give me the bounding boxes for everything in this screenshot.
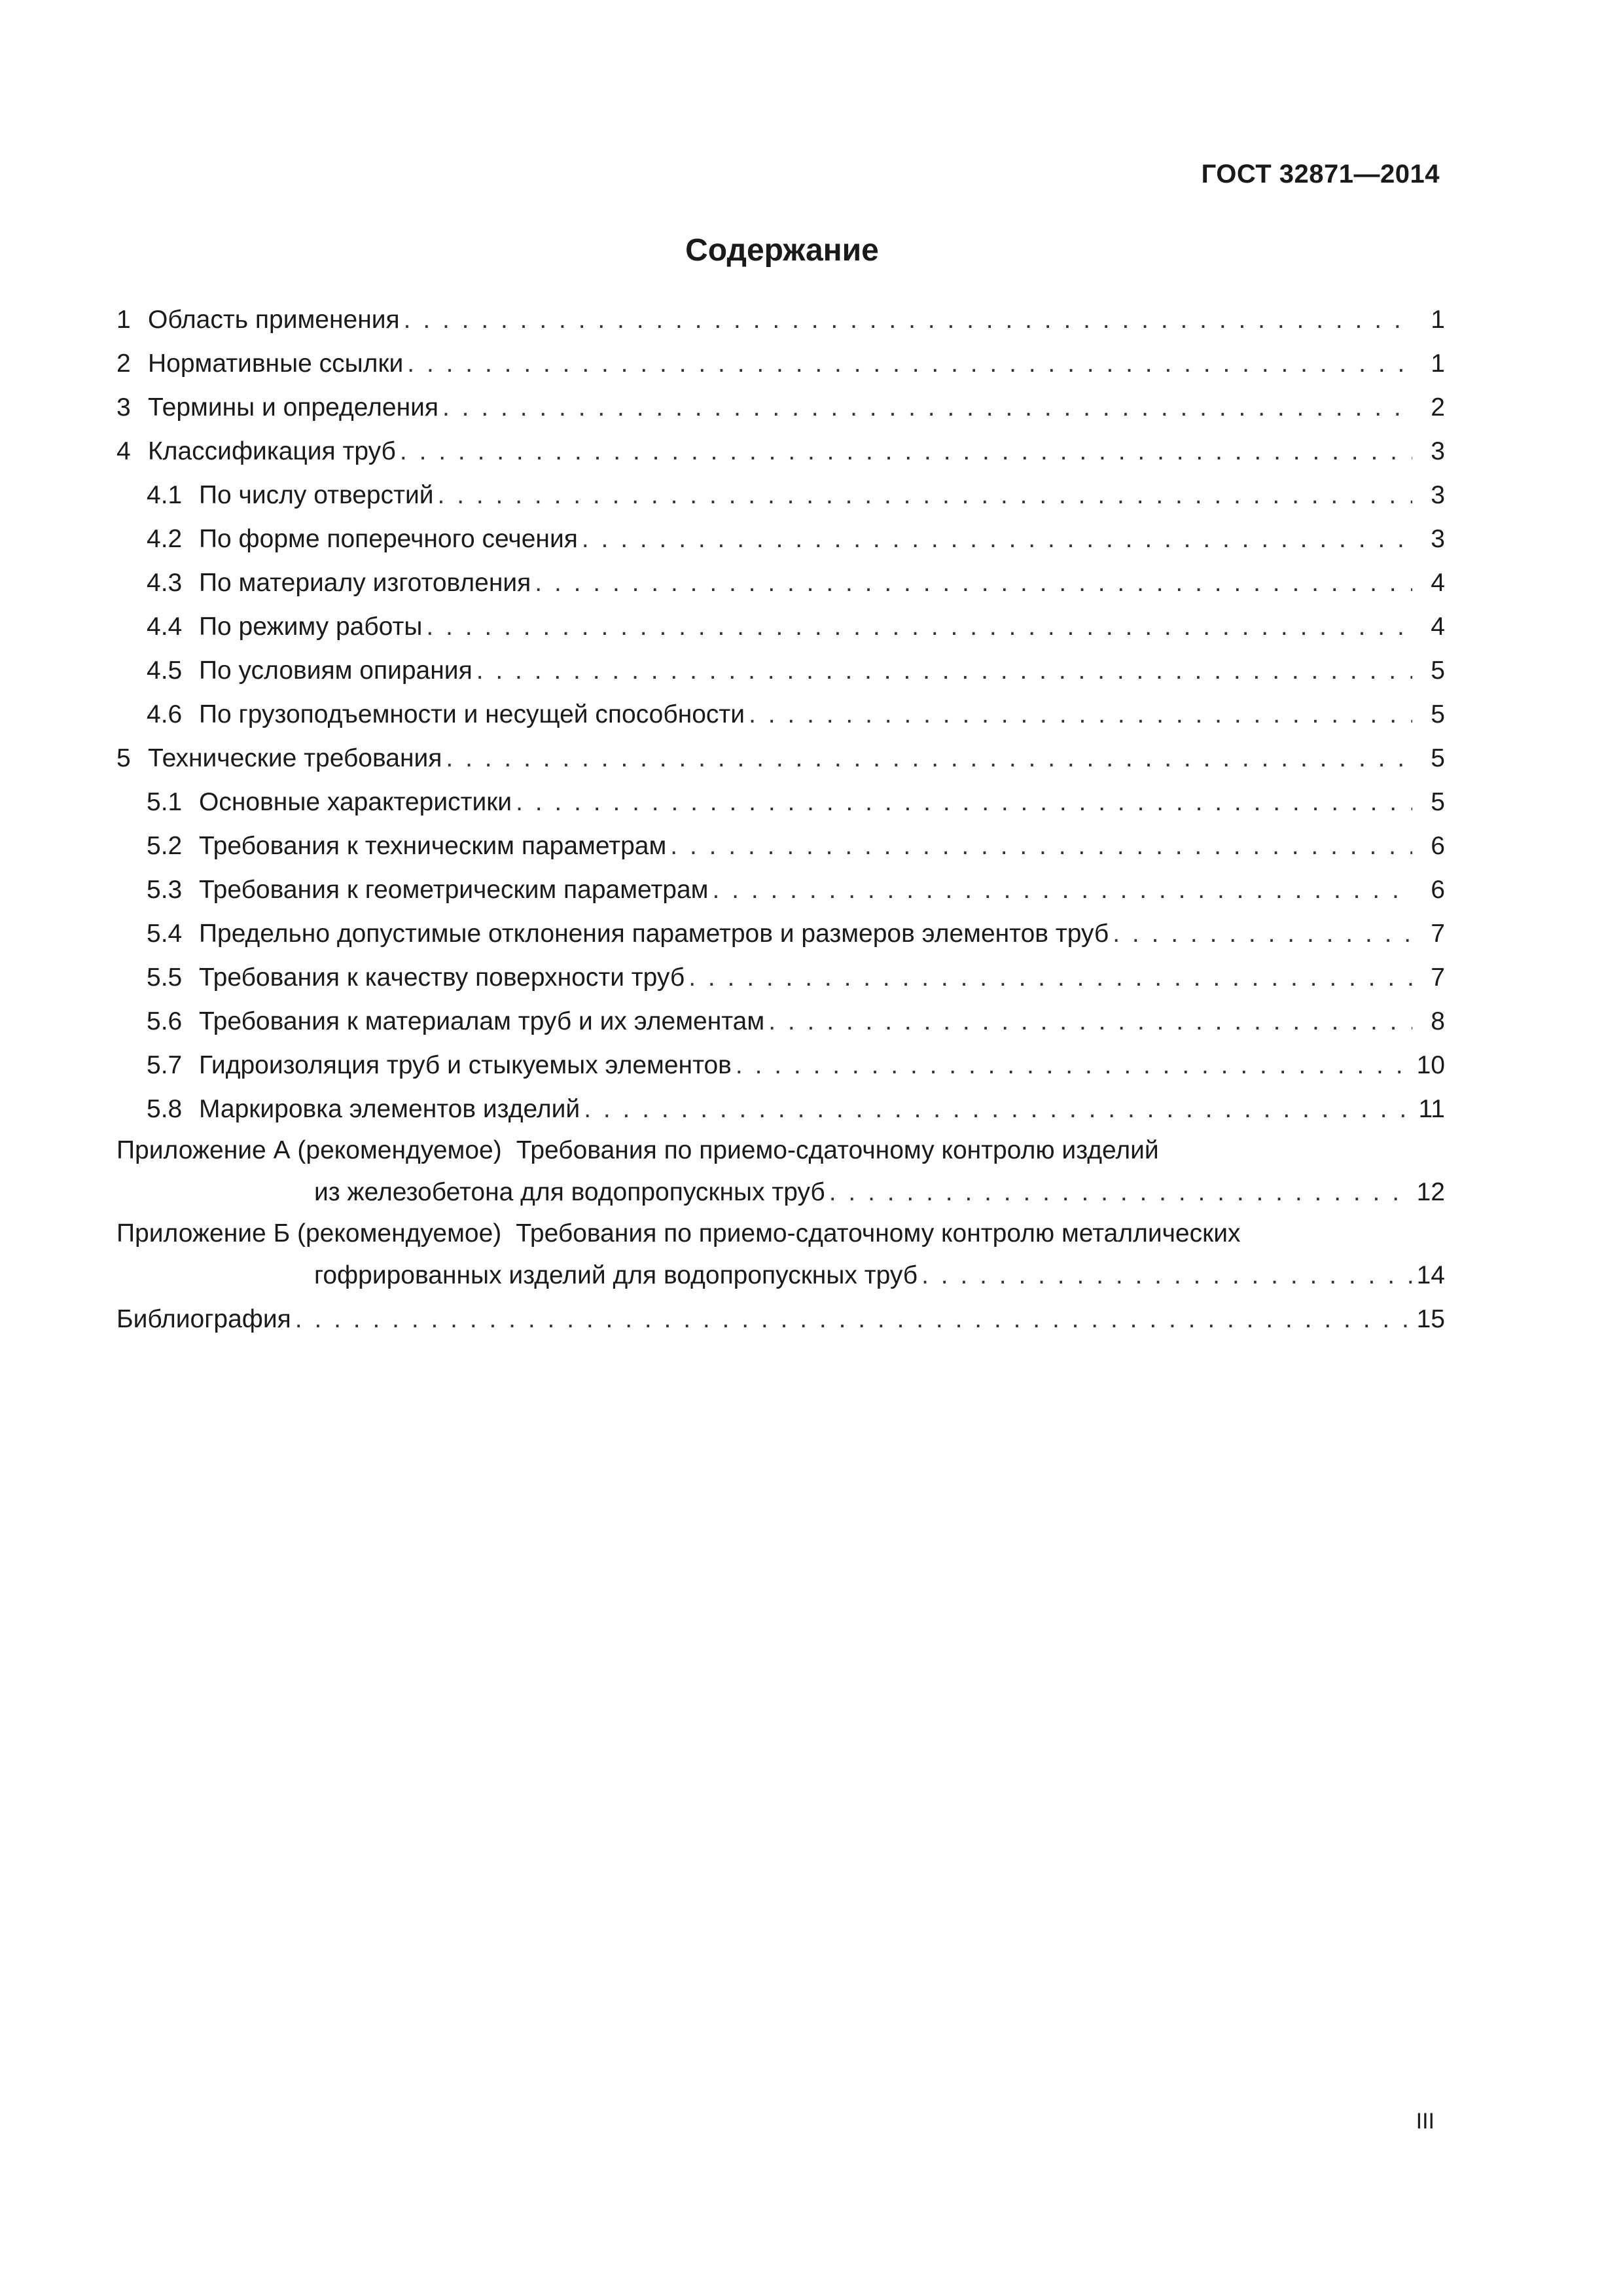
toc-entry-page: 5	[1431, 744, 1445, 772]
toc-entry-label: Термины и определения	[148, 393, 439, 422]
toc-entry-page: 1	[1431, 306, 1445, 334]
appendix-first-line	[116, 1214, 1445, 1253]
toc-entry-label: По материалу изготовления	[199, 569, 531, 597]
toc-entry-label: По форме поперечного сечения	[199, 525, 578, 553]
toc-entry-number: 5.3	[147, 876, 183, 904]
appendix-title-line1: Требования по приемо-сдаточному контролю металлических	[516, 1219, 1241, 1247]
toc-subentry[interactable]	[116, 561, 1445, 605]
appendix-second-line	[116, 1170, 1445, 1214]
toc-entry-label: Требования к техническим параметрам	[199, 832, 667, 860]
toc-entry-label: Область применения	[148, 306, 400, 334]
toc-entry-page: 8	[1431, 1007, 1445, 1035]
toc-entry-page: 11	[1418, 1095, 1445, 1123]
toc-entry-label: Требования к качеству поверхности труб	[199, 963, 685, 992]
toc-entry-page: 14	[1416, 1261, 1445, 1289]
dot-leader	[535, 561, 1412, 605]
toc-entry-number: 1	[116, 306, 131, 334]
dot-leader	[426, 605, 1412, 649]
table-of-contents	[116, 298, 1445, 1341]
toc-entry-label: Гидроизоляция труб и стыкуемых элементов	[199, 1051, 732, 1079]
toc-entry-number: 5.1	[147, 788, 183, 816]
toc-entry-label: Технические требования	[148, 744, 442, 772]
toc-entry-number: 4.3	[147, 569, 183, 597]
toc-entry-number: 4	[116, 437, 131, 465]
toc-bibliography-entry[interactable]	[116, 1297, 1445, 1341]
dot-leader	[446, 736, 1412, 780]
toc-subentry[interactable]	[116, 780, 1445, 824]
toc-entry-label: Требования к геометрическим параметрам	[199, 876, 709, 904]
toc-entry-page: 4	[1431, 613, 1445, 641]
toc-entry-page: 5	[1431, 788, 1445, 816]
toc-entry-label: Классификация труб	[148, 437, 396, 465]
toc-entry-page: 7	[1431, 920, 1445, 948]
toc-subentry[interactable]	[116, 473, 1445, 517]
toc-entry-number: 4.1	[147, 481, 183, 509]
toc-entry-label: Маркировка элементов изделий	[199, 1095, 580, 1123]
appendix-prefix: Приложение А (рекомендуемое)	[116, 1136, 502, 1164]
toc-entry-number: 4.2	[147, 525, 183, 553]
toc-subentry[interactable]	[116, 692, 1445, 736]
dot-leader	[442, 386, 1412, 429]
toc-subentry[interactable]	[116, 868, 1445, 912]
toc-entry-page: 12	[1416, 1178, 1445, 1206]
dot-leader	[736, 1043, 1412, 1087]
dot-leader	[829, 1170, 1412, 1214]
toc-entry-number: 2	[116, 350, 131, 378]
toc-entry-number: 4.6	[147, 700, 183, 728]
toc-entry-label: Основные характеристики	[199, 788, 512, 816]
toc-entry-page: 5	[1431, 656, 1445, 685]
toc-subentry[interactable]	[116, 999, 1445, 1043]
toc-entry-number: 3	[116, 393, 131, 422]
toc-subentry[interactable]	[116, 517, 1445, 561]
toc-entry-number: 5.4	[147, 920, 183, 948]
toc-entry-label: Библиография	[116, 1305, 291, 1333]
toc-subentry[interactable]	[116, 649, 1445, 692]
toc-subentry[interactable]	[116, 912, 1445, 956]
dot-leader	[584, 1087, 1412, 1131]
toc-entry-label: Предельно допустимые отклонения параметров и размеров элементов труб	[199, 920, 1109, 948]
appendix-first-line	[116, 1131, 1445, 1170]
document-code: ГОСТ 32871—2014	[1201, 160, 1440, 188]
toc-entry-label: Требования к материалам труб и их элементам	[199, 1007, 765, 1035]
dot-leader	[670, 824, 1412, 868]
toc-entry-page: 2	[1431, 393, 1445, 422]
toc-entry-page: 3	[1431, 481, 1445, 509]
dot-leader	[407, 342, 1412, 386]
dot-leader	[400, 429, 1412, 473]
toc-title: Содержание	[685, 233, 879, 268]
appendix-second-line	[116, 1253, 1445, 1297]
toc-entry-page: 3	[1431, 437, 1445, 465]
appendix-title-line1: Требования по приемо-сдаточному контролю изделий	[516, 1136, 1159, 1164]
dot-leader	[582, 517, 1412, 561]
toc-entry[interactable]	[116, 736, 1445, 780]
toc-entry-page: 15	[1416, 1305, 1445, 1333]
toc-subentry[interactable]	[116, 956, 1445, 999]
toc-entry-number: 5.7	[147, 1051, 183, 1079]
toc-entry-label: По числу отверстий	[199, 481, 434, 509]
toc-entry[interactable]	[116, 386, 1445, 429]
toc-entry-page: 6	[1431, 876, 1445, 904]
dot-leader	[921, 1253, 1412, 1297]
toc-entry-page: 7	[1431, 963, 1445, 992]
dot-leader	[404, 298, 1412, 342]
dot-leader	[516, 780, 1412, 824]
toc-entry-number: 4.4	[147, 613, 183, 641]
toc-entry-number: 5.6	[147, 1007, 183, 1035]
toc-subentry[interactable]	[116, 1087, 1445, 1131]
toc-entry-number: 5.2	[147, 832, 183, 860]
appendix-title-line2: гофрированных изделий для водопропускных труб	[314, 1261, 918, 1289]
toc-entry-number: 5.5	[147, 963, 183, 992]
toc-appendix-entry[interactable]	[116, 1131, 1445, 1214]
dot-leader	[749, 692, 1412, 736]
toc-entry-number: 5.8	[147, 1095, 183, 1123]
dot-leader	[713, 868, 1413, 912]
toc-entry-label: По режиму работы	[199, 613, 423, 641]
toc-entry-page: 5	[1431, 700, 1445, 728]
toc-entry-number: 5	[116, 744, 131, 772]
toc-entry-page: 10	[1416, 1051, 1445, 1079]
toc-entry-page: 4	[1431, 569, 1445, 597]
toc-entry-page: 3	[1431, 525, 1445, 553]
dot-leader	[1113, 912, 1412, 956]
toc-appendix-entry[interactable]	[116, 1214, 1445, 1297]
dot-leader	[295, 1297, 1412, 1341]
toc-entry-label: По грузоподъемности и несущей способности	[199, 700, 745, 728]
dot-leader	[476, 649, 1412, 692]
toc-entry-label: Нормативные ссылки	[148, 350, 404, 378]
toc-entry[interactable]	[116, 429, 1445, 473]
toc-entry-number: 4.5	[147, 656, 183, 685]
toc-subentry[interactable]	[116, 605, 1445, 649]
dot-leader	[768, 999, 1412, 1043]
dot-leader	[438, 473, 1412, 517]
appendix-prefix: Приложение Б (рекомендуемое)	[116, 1219, 502, 1247]
toc-entry[interactable]	[116, 342, 1445, 386]
toc-entry[interactable]	[116, 298, 1445, 342]
toc-entry-page: 6	[1431, 832, 1445, 860]
dot-leader	[688, 956, 1412, 999]
toc-entry-page: 1	[1431, 350, 1445, 378]
toc-subentry[interactable]	[116, 1043, 1445, 1087]
appendix-title-line2: из железобетона для водопропускных труб	[314, 1178, 825, 1206]
toc-subentry[interactable]	[116, 824, 1445, 868]
page-number: III	[1416, 2109, 1435, 2134]
toc-entry-label: По условиям опирания	[199, 656, 473, 685]
